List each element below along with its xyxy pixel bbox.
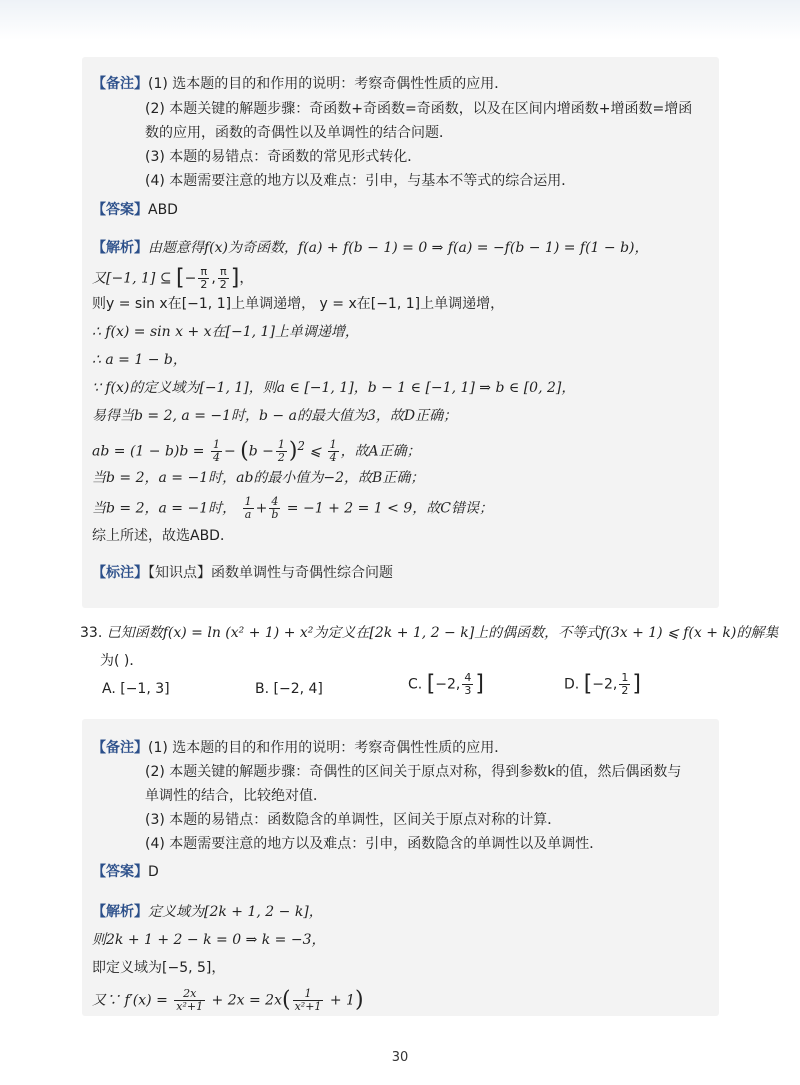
analysis-text: 又∵ f′(x) = — [92, 992, 173, 1009]
analysis-text: 定义域为[2k + 1, 2 − k]， — [148, 904, 323, 920]
fraction: $\frac{4}{3}$ — [464, 671, 472, 697]
fraction: $\frac{1}{\text{x²+1}}$ — [294, 987, 322, 1013]
answer-tag: 【答案】 — [92, 864, 148, 880]
option-label: C. — [408, 676, 423, 693]
remark-line-4: (4) 本题需要注意的地方以及难点：引申，与基本不等式的综合运用． — [145, 173, 576, 189]
remark-line-2a: (2) 本题关键的解题步骤：奇函数+奇函数=奇函数，以及在区间内增函数+增函数=增函 — [145, 101, 693, 117]
answer-value: D — [148, 864, 159, 880]
analysis-line-4: 又∵ f′(x) = $\frac{2x}{\text{x²+1}}$ + 2x = 2x( $\frac{1}{\text{x²+1}}$ + 1) — [92, 987, 364, 1013]
analysis-text: ab = (1 − b)b = — [92, 443, 209, 460]
remark-text: (1) 选本题的目的和作用的说明：考察奇偶性性质的应用． — [148, 76, 509, 92]
remark-line-2b: 单调性的结合，比较绝对值． — [145, 788, 327, 804]
answer-line — [92, 862, 159, 882]
analysis-tag: 【解析】 — [92, 240, 148, 256]
fraction: $\frac{1}{a}$ — [244, 495, 252, 521]
question-text: 已知函数f(x) = ln (x² + 1) + x²为定义在[2k + 1, 2 − k]上的偶函数，不等式f(3x + 1) ⩽ f(x + k)的解集 — [106, 625, 779, 641]
question-number: 33. — [80, 625, 103, 641]
fraction: $\frac{1}{2}$ — [277, 438, 285, 465]
analysis-text: 当b = 2，a = −1时， — [92, 500, 241, 517]
analysis-text: ， — [239, 270, 254, 287]
mark-line — [92, 563, 393, 583]
bracket-open: [ — [176, 265, 185, 291]
analysis-line-3: 则y = sin x在[−1, 1]上单调递增， y = x在[−1, 1]上单调递增， — [92, 296, 505, 312]
fraction: $\frac{\pi}{2}$ — [200, 265, 208, 291]
analysis-line-6: ∵ f(x)的定义域为[−1, 1]，则a ∈ [−1, 1]，b − 1 ∈ [−1, 1] ⇒ b ∈ [0, 2]， — [92, 380, 576, 396]
top-banner — [0, 0, 800, 40]
analysis-line-10: 当b = 2，a = −1时， $\frac{1}{a}$ + $\frac{4}{b}$ = −1 + 2 = 1 < 9，故C错误； — [92, 495, 493, 521]
analysis-text: 由题意得f(x)为奇函数，f(a) + f(b − 1) = 0 ⇒ f(a) = −f(b − 1) = f(1 − b)， — [148, 240, 649, 256]
fraction: $\frac{2x}{\text{x²+1}}$ — [176, 987, 204, 1013]
analysis-text: + 2x = 2x — [207, 992, 282, 1009]
remark-line-2b: 数的应用，函数的奇偶性以及单调性的结合问题． — [145, 125, 453, 141]
answer-tag: 【答案】 — [92, 202, 148, 218]
bracket-close: ] — [230, 265, 240, 291]
analysis-line-2: 又[−1, 1] ⊆ [− $\frac{\pi}{2}$ , $\frac{\pi}{2}$ ]， — [92, 265, 254, 291]
remark-line-3: (3) 本题的易错点：奇函数的常见形式转化． — [145, 149, 422, 165]
option-d[interactable]: D. [−2, $\frac{1}{2}$ ] — [564, 671, 641, 697]
answer-value: ABD — [148, 202, 178, 218]
fraction: $\frac{1}{4}$ — [329, 438, 337, 465]
remark-line-2a: (2) 本题关键的解题步骤：奇偶性的区间关于原点对称，得到参数k的值，然后偶函数与 — [145, 764, 682, 780]
remark-line-4: (4) 本题需要注意的地方以及难点：引申，函数隐含的单调性以及单调性． — [145, 836, 604, 852]
analysis-line-8: ab = (1 − b)b = $\frac{1}{4}$ − (b − $\frac{1}{2}$ )$^2$ ⩽ $\frac{1}{4}$ ，故A正确； — [92, 438, 421, 465]
option-b[interactable]: B. [−2, 4] — [255, 681, 323, 697]
fraction: $\frac{\pi}{2}$ — [219, 265, 227, 291]
remark-line-1 — [92, 74, 508, 94]
mark-text: 【知识点】函数单调性与奇偶性综合问题 — [148, 565, 393, 581]
analysis-text: ，故A正确； — [340, 443, 421, 460]
analysis-line-1 — [92, 238, 649, 258]
question-33-line-1 — [80, 622, 778, 644]
page-number: 30 — [391, 1050, 409, 1065]
analysis-line-3: 即定义域为[−5, 5]， — [92, 960, 226, 976]
analysis-text: + 1 — [325, 992, 355, 1009]
remark-tag: 【备注】 — [92, 76, 148, 92]
option-label: D. — [564, 676, 580, 693]
answer-line — [92, 200, 178, 220]
analysis-line-7: 易得当b = 2, a = −1时，b − a的最大值为3，故D正确； — [92, 408, 458, 424]
analysis-tag: 【解析】 — [92, 904, 148, 920]
option-c[interactable]: C. [−2, $\frac{4}{3}$ ] — [408, 671, 484, 697]
remark-text: (1) 选本题的目的和作用的说明：考察奇偶性性质的应用． — [148, 740, 509, 756]
fraction: $\frac{1}{2}$ — [621, 671, 629, 697]
analysis-line-4: ∴ f(x) = sin x + x在[−1, 1]上单调递增， — [92, 324, 359, 340]
analysis-line-5: ∴ a = 1 − b， — [92, 352, 187, 368]
option-a[interactable]: A. [−1, 3] — [102, 681, 170, 697]
remark-tag: 【备注】 — [92, 740, 148, 756]
remark-line-3: (3) 本题的易错点：函数隐含的单调性，区间关于原点对称的计算． — [145, 812, 562, 828]
analysis-line-1 — [92, 902, 323, 922]
analysis-text: = −1 + 2 = 1 < 9，故C错误； — [282, 500, 493, 517]
analysis-line-11: 综上所述，故选ABD． — [92, 528, 234, 544]
analysis-text: ⩽ — [304, 443, 326, 460]
mark-tag: 【标注】 — [92, 565, 148, 581]
analysis-line-2: 则2k + 1 + 2 − k = 0 ⇒ k = −3， — [92, 932, 326, 948]
fraction: $\frac{1}{4}$ — [212, 438, 220, 465]
question-33-line-2: 为( )． — [100, 653, 144, 669]
analysis-line-9: 当b = 2，a = −1时，ab的最小值为−2，故B正确； — [92, 470, 425, 486]
analysis-text: 又[−1, 1] ⊆ — [92, 270, 176, 287]
remark-line-1 — [92, 738, 508, 758]
fraction: $\frac{4}{b}$ — [271, 495, 279, 521]
